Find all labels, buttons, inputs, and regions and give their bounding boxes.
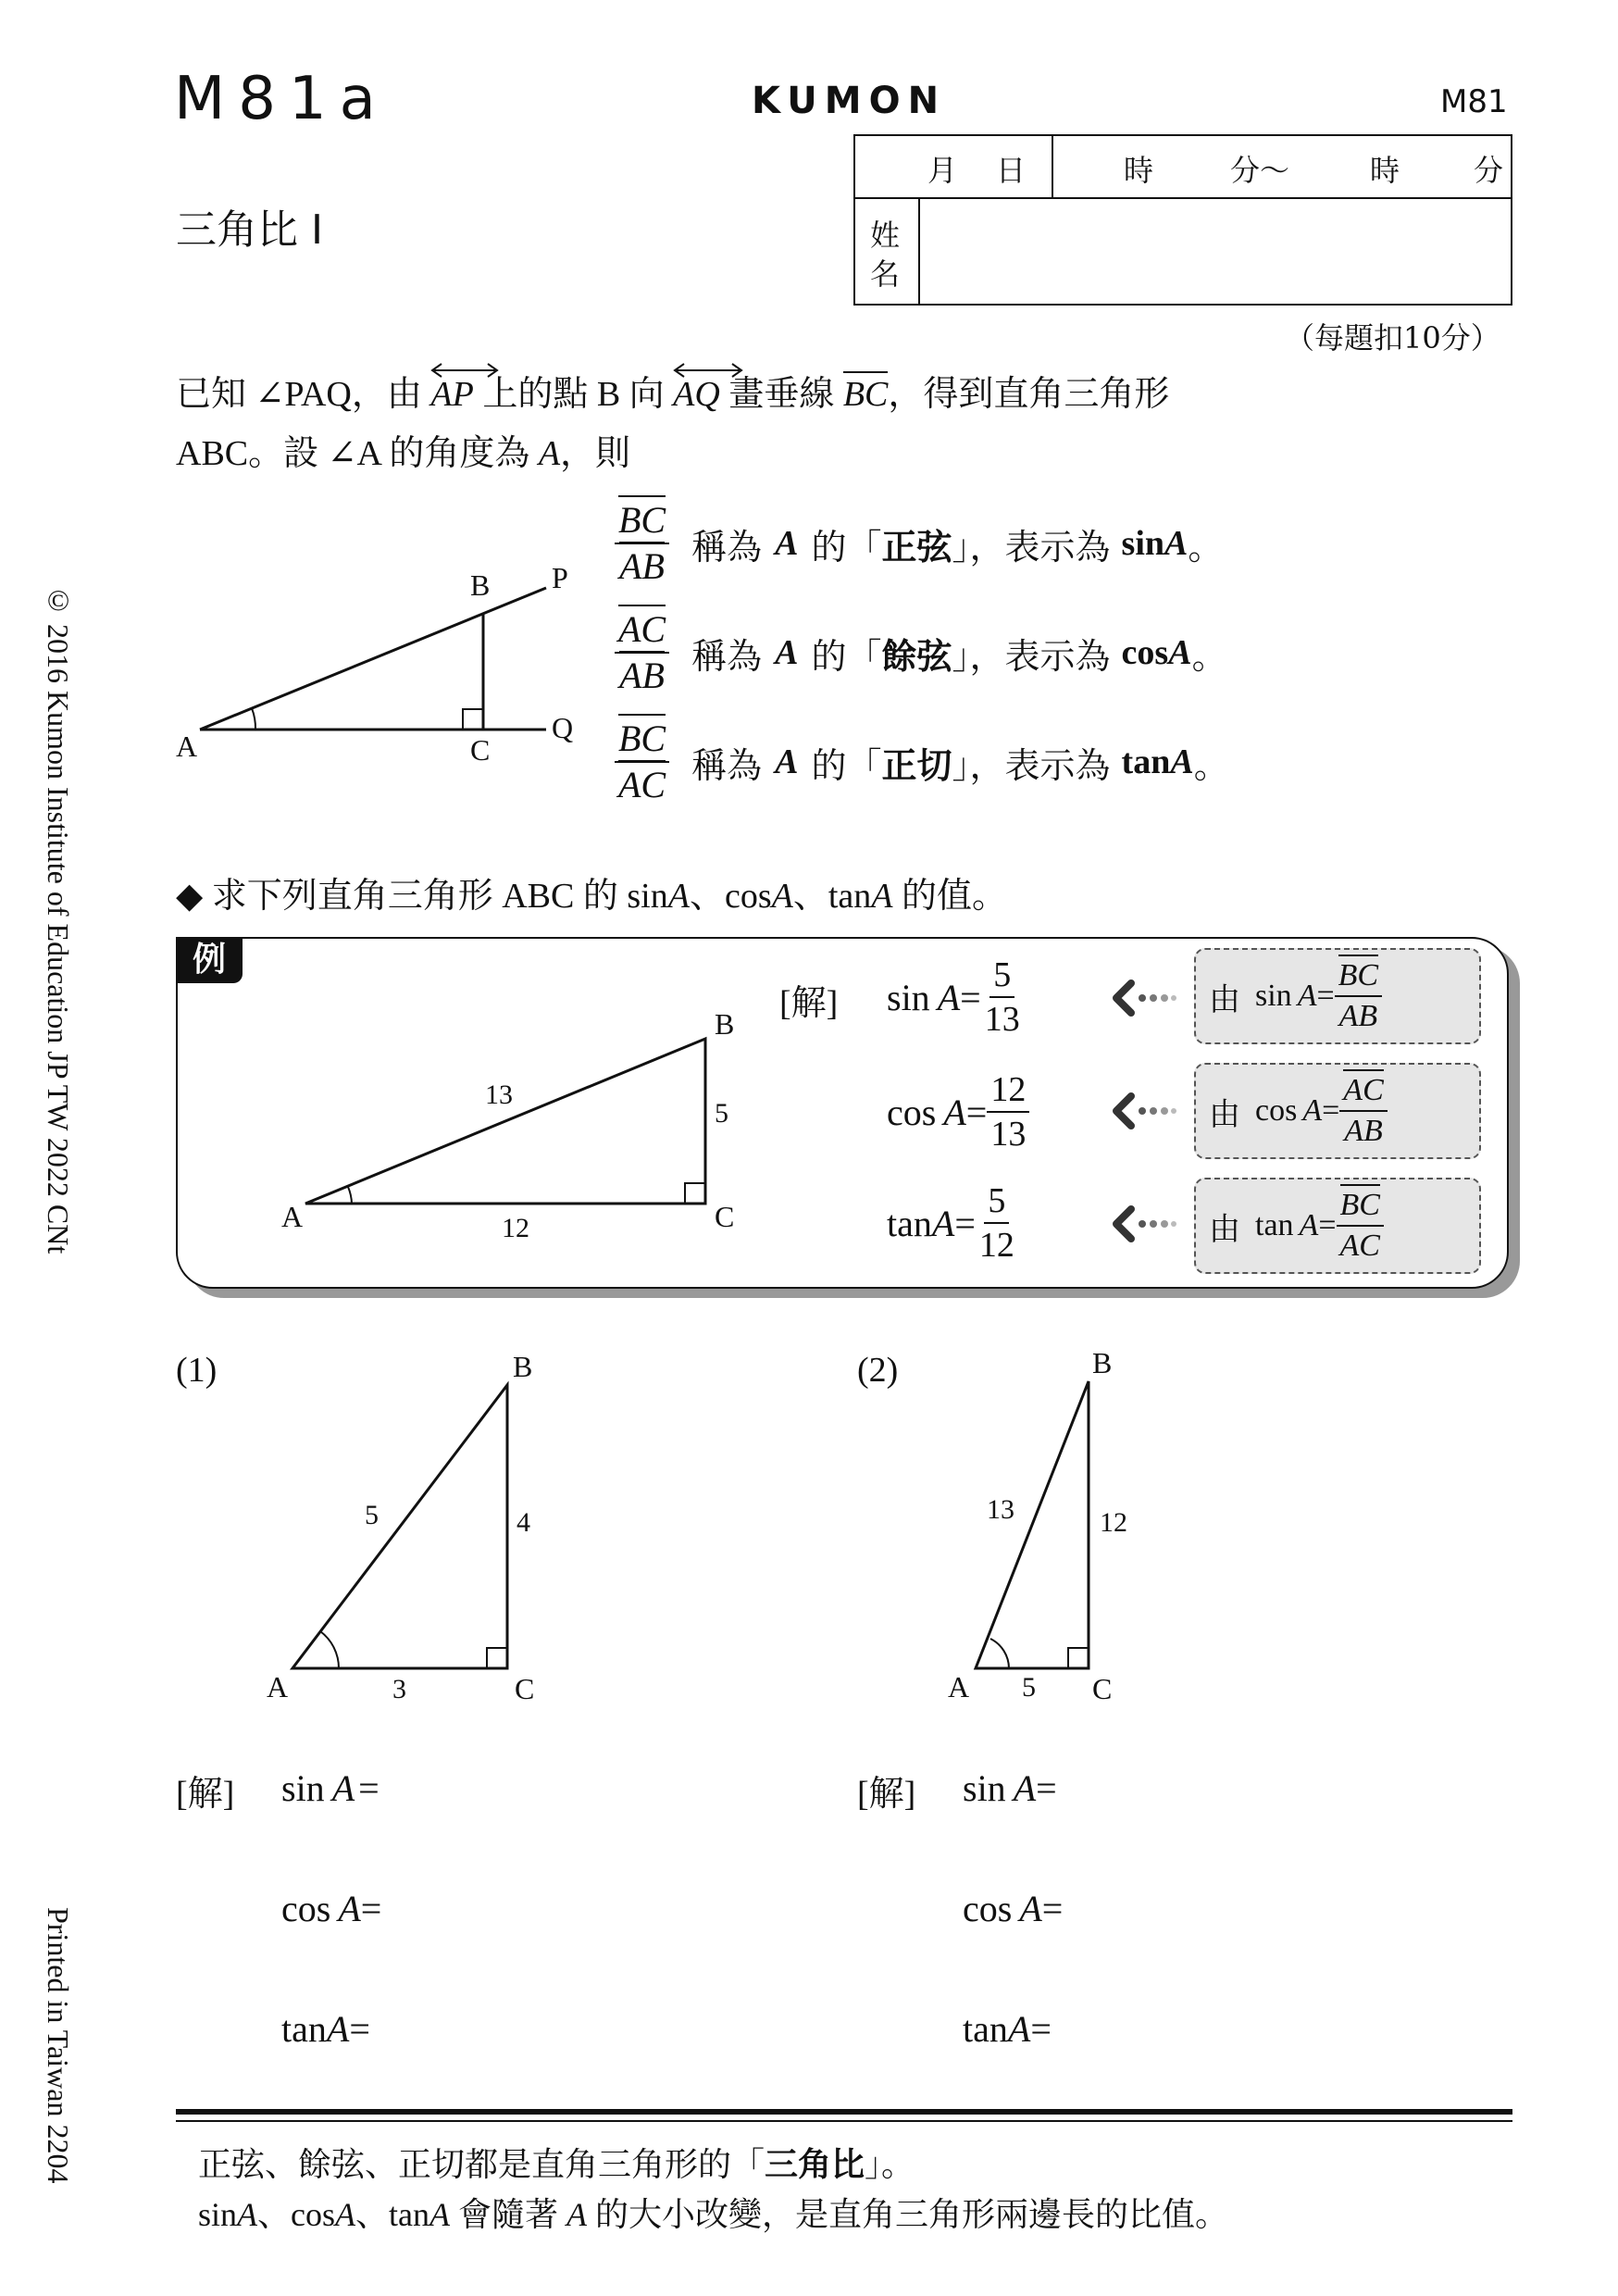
page-title: 三角比 I (176, 206, 323, 254)
arrow-left-icon (1111, 1204, 1179, 1244)
intro-line-2 (176, 424, 630, 475)
angle-paq-diagram (167, 555, 602, 778)
example-adj-length: 12 (502, 1213, 529, 1243)
name-input-area[interactable] (922, 199, 1509, 303)
problem-1-opp-length: 4 (517, 1507, 530, 1538)
name-label-top: 姓 (870, 218, 901, 253)
diagram-label-p: P (552, 561, 568, 594)
problem-2-label-b: B (1092, 1346, 1113, 1379)
example-label-b: B (715, 1007, 735, 1041)
example-triangle (278, 1018, 741, 1231)
intro-text-e: ABC。設 ∠A 的角度為 (176, 434, 530, 473)
double-arrow-icon (671, 361, 745, 380)
time-minute-end-label: 分 (1474, 153, 1504, 188)
intro-line-1 (176, 365, 1169, 416)
problem-2-triangle (963, 1370, 1111, 1685)
problem-1-label: (1) (176, 1351, 218, 1390)
problem-2-adj-length: 5 (1022, 1672, 1036, 1703)
intro-text-d: ，得到直角三角形 (888, 375, 1170, 414)
problem-1-label-a: A (267, 1670, 289, 1703)
hint-tan: 由 tan A = $\frac{BC}{AC}$ (1194, 1178, 1481, 1274)
footer-line-1: 正弦、餘弦、正切都是直角三角形的「三角比」。 (198, 2146, 915, 2183)
example-hyp-length: 13 (485, 1079, 513, 1110)
problem-1-solution-label: [解] (176, 1775, 235, 1814)
problem-1-triangle (278, 1370, 555, 1685)
hint-cos: 由 cos A = $\frac{AC}{AB}$ (1194, 1063, 1481, 1159)
intro-text-a: 已知 ∠PAQ，由 (176, 375, 422, 414)
problem-2-opp-length: 12 (1100, 1507, 1127, 1538)
problem-2-label-c: C (1092, 1672, 1113, 1705)
angle-variable: A (538, 434, 561, 473)
diamond-icon: ◆ (176, 877, 204, 916)
double-arrow-icon (429, 361, 501, 380)
diagram-label-b: B (470, 568, 491, 602)
problem-2-sin-answer[interactable] (1107, 1750, 1477, 1824)
problem-2-solution-label: [解] (857, 1775, 916, 1814)
definition-sine: $\frac{BC}{AB}$ 稱為 A 的「 正弦 」，表示為 sin A 。 (615, 502, 1223, 585)
brand-logo: KUMON (752, 80, 947, 122)
problem-1-sin-answer[interactable] (426, 1750, 796, 1824)
right-angle-mark (463, 709, 483, 730)
problem-1-cos-line: cos A= (281, 1888, 382, 1929)
problem-1-sin-line: sin A = (281, 1767, 380, 1809)
arrow-left-icon (1111, 1091, 1179, 1131)
printed-notice: Printed in Taiwan 2204 (42, 1907, 75, 2184)
example-label-a: A (281, 1200, 304, 1233)
problem-2-cos-answer[interactable] (1107, 1870, 1477, 1944)
problem-1-label-c: C (515, 1672, 535, 1705)
problem-2-tan-answer[interactable] (1107, 1990, 1477, 2065)
intro-text-c: 畫垂線 (728, 375, 835, 414)
example-opp-length: 5 (715, 1098, 728, 1129)
segment-bc: BC (843, 371, 889, 414)
example-sin-answer: sin A = $\frac{5}{13}$ (887, 955, 1020, 1039)
example-label-c: C (715, 1200, 735, 1233)
date-name-box (853, 134, 1512, 306)
score-note: （每題扣10分） (1285, 320, 1500, 356)
intro-text-f: ，則 (560, 434, 631, 473)
problem-2-label-a: A (948, 1670, 970, 1703)
problem-2-hyp-length: 13 (987, 1494, 1014, 1525)
copyright-notice: © 2016 Kumon Institute of Education JP TW 2022 CNt (42, 583, 75, 1254)
example-cos-answer: cos A = $\frac{12}{13}$ (887, 1072, 1029, 1152)
worksheet-code: M81a (174, 65, 389, 133)
problem-2-cos-line: cos A= (963, 1888, 1064, 1929)
problem-2-tan-line: tanA= (963, 2008, 1052, 2050)
time-hour-end-label: 時 (1370, 153, 1400, 188)
date-day-label: 日 (996, 153, 1027, 188)
definition-cosine: $\frac{AC}{AB}$ 稱為 A 的「 餘弦 」，表示為 cos A 。 (615, 611, 1227, 694)
hint-sin: 由 sin A = $\frac{BC}{AB}$ (1194, 948, 1481, 1044)
footer-divider-thin (176, 2120, 1512, 2122)
problem-1-hyp-length: 5 (365, 1500, 379, 1530)
problem-2-label: (2) (857, 1351, 899, 1390)
worksheet-code-right: M81 (1440, 83, 1508, 120)
time-hour-label: 時 (1124, 153, 1154, 188)
example-solution-label: [解] (779, 984, 839, 1023)
date-month-label: 月 (927, 153, 958, 188)
time-minute-label: 分～ (1230, 153, 1290, 188)
ray-ap: AP (430, 374, 473, 415)
problem-1-tan-line: tanA= (281, 2008, 370, 2050)
instruction: ◆ 求下列直角三角形 ABC 的 sinA、cosA、tanA 的值。 (176, 877, 1008, 916)
example-badge: 例 (176, 937, 243, 983)
ray-aq: AQ (673, 374, 720, 415)
name-label-bottom: 名 (870, 256, 901, 292)
arrow-left-icon (1111, 978, 1179, 1018)
example-tan-answer: tan A = $\frac{5}{12}$ (887, 1181, 1014, 1265)
problem-1-adj-length: 3 (392, 1674, 406, 1704)
problem-2-sin-line: sin A= (963, 1767, 1057, 1809)
diagram-label-c: C (470, 733, 491, 767)
problem-1-tan-answer[interactable] (426, 1990, 796, 2065)
problem-1-label-b: B (513, 1350, 533, 1383)
footer-line-2: sinA、cosA、tanA 會隨著 A 的大小改變，是直角三角形兩邊長的比值。 (198, 2196, 1229, 2233)
diagram-label-q: Q (552, 711, 574, 744)
intro-text-b: 上的點 B 向 (482, 375, 665, 414)
diagram-label-a: A (176, 730, 198, 763)
definition-tangent: $\frac{BC}{AC}$ 稱為 A 的「 正切 」，表示為 tan A 。 (615, 720, 1229, 804)
footer-divider (176, 2109, 1512, 2115)
problem-1-cos-answer[interactable] (426, 1870, 796, 1944)
angle-mark (252, 708, 255, 730)
